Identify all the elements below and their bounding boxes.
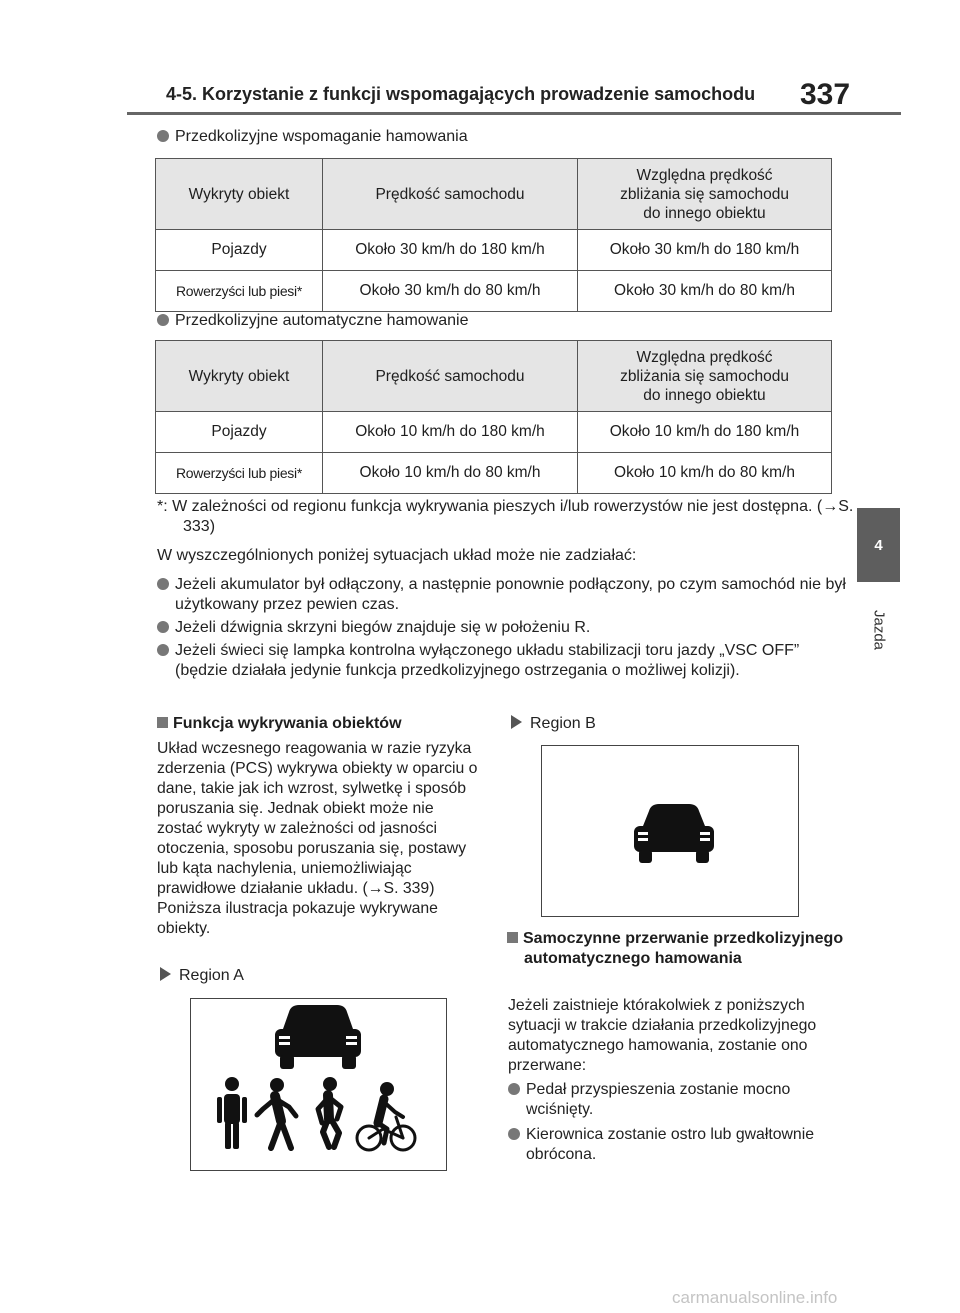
region-b-illustration xyxy=(541,745,799,917)
car-front-icon xyxy=(275,1005,361,1069)
header-cell: Wykryty obiekt xyxy=(156,159,323,230)
region-a-label xyxy=(160,966,244,986)
bullet-icon xyxy=(157,578,169,590)
table-row xyxy=(156,271,832,312)
header-cell: Prędkość samochodu xyxy=(323,341,578,412)
condition-item xyxy=(157,575,851,615)
section2-title: Przedkolizyjne automatyczne hamowanie xyxy=(175,312,469,329)
cyclist-icon xyxy=(357,1082,415,1150)
table-cell: Około 30 km/h do 80 km/h xyxy=(578,271,832,312)
chapter-label-text: Jazda xyxy=(870,609,888,651)
header-cell: Wykryty obiekt xyxy=(156,341,323,412)
table-header-row xyxy=(156,341,832,412)
condition-text: Jeżeli akumulator był odłączony, a następnie ponownie podłączony, po czym samochód nie był użytkowany przez pewien czas. xyxy=(175,576,846,613)
detection-heading xyxy=(157,714,487,734)
bullet-icon xyxy=(157,314,169,326)
condition-text: Jeżeli świeci się lampka kontrolna wyłączonego układu stabilizacji toru jazdy „VSC OFF” (będzie działała jedynie funkcja przedkolizyjnego ostrzegania o możliwej kolizji). xyxy=(175,642,800,679)
arrow-right-icon xyxy=(160,967,171,981)
table-cell: Około 10 km/h do 80 km/h xyxy=(323,453,578,494)
header-cell: Względna prędkość zbliżania się samochodu do innego obiektu xyxy=(578,341,832,412)
chapter-tab xyxy=(857,508,900,582)
table-cell: Rowerzyści lub piesi* xyxy=(156,453,323,494)
table-row xyxy=(156,453,832,494)
condition-item xyxy=(157,641,851,681)
cancel-title: Samoczynne przerwanie przedkolizyjnego automatycznego hamowania xyxy=(523,930,844,967)
section1-heading xyxy=(157,127,468,147)
table-header-row xyxy=(156,159,832,230)
page-number: 337 xyxy=(800,78,851,111)
cancel-heading xyxy=(507,929,849,969)
header-cell: Względna prędkość zbliżania się samochodu do innego obiektu xyxy=(578,159,832,230)
header-title: 4-5. Korzystanie z funkcji wspomagających prowadzenie samochodu xyxy=(166,84,756,104)
cancel-intro: Jeżeli zaistnieje którakolwiek z poniższych sytuacji w trakcie działania przedkolizyjnego automatycznego hamowania, zostanie ono przerwane: xyxy=(508,997,817,1074)
table-cell: Około 10 km/h do 180 km/h xyxy=(578,412,832,453)
chapter-label xyxy=(861,600,897,660)
table-cell: Pojazdy xyxy=(156,412,323,453)
condition-item xyxy=(157,618,851,638)
cancel-item-text: Pedał przyspieszenia zostanie mocno wciśnięty. xyxy=(526,1081,791,1118)
header-cell: Prędkość samochodu xyxy=(323,159,578,230)
table-cell: Pojazdy xyxy=(156,230,323,271)
table-cell: Około 10 km/h do 80 km/h xyxy=(578,453,832,494)
header-divider xyxy=(127,112,901,115)
car-front-icon xyxy=(634,804,714,863)
pedestrian-standing-icon xyxy=(217,1077,247,1149)
table-row xyxy=(156,412,832,453)
arrow-right-icon xyxy=(511,715,522,729)
region-a-figure xyxy=(191,999,446,1170)
bullet-icon xyxy=(157,621,169,633)
cancel-item xyxy=(508,1125,848,1165)
detection-title: Funkcja wykrywania obiektów xyxy=(173,715,402,732)
bullet-icon xyxy=(157,130,169,142)
table-cell: Około 30 km/h do 180 km/h xyxy=(578,230,832,271)
table-cell: Około 30 km/h do 180 km/h xyxy=(323,230,578,271)
detection-body: Układ wczesnego reagowania w razie ryzyka zderzenia (PCS) wykrywa obiekty w oparciu o dane, takie jak ich wzrost, sylwetkę i sposób poruszania się. Jednak obiekt może nie zostać wykryty w zależności od jasności otoczenia, sposobu poruszania się, postawy lub kąta nachylenia, uniemożliwiając prawidłowe działanie układu. (→S. 339) Poniższa ilustracja pokazuje wykrywane obiekty. xyxy=(157,740,478,937)
chapter-number: 4 xyxy=(874,536,883,554)
table-cell: Około 10 km/h do 180 km/h xyxy=(323,412,578,453)
section1-title: Przedkolizyjne wspomaganie hamowania xyxy=(175,128,468,145)
region-b-figure xyxy=(542,746,798,916)
bullet-icon xyxy=(508,1083,520,1095)
section2-table xyxy=(155,340,832,494)
square-bullet-icon xyxy=(507,932,518,943)
region-a-text: Region A xyxy=(179,967,244,984)
table-cell: Około 30 km/h do 80 km/h xyxy=(323,271,578,312)
pedestrian-walking-icon xyxy=(257,1078,296,1148)
conditions-intro: W wyszczególnionych poniżej sytuacjach układ może nie zadziałać: xyxy=(157,547,637,564)
footnote: *: W zależności od regionu funkcja wykrywania pieszych i/lub rowerzystów nie jest dostępna. (→S. 333) xyxy=(157,498,854,535)
region-a-illustration xyxy=(190,998,447,1171)
cancel-item xyxy=(508,1080,848,1120)
section2-heading xyxy=(157,311,468,331)
region-b-label xyxy=(511,714,596,734)
table-cell: Rowerzyści lub piesi* xyxy=(156,271,323,312)
watermark: carmanualsonline.info xyxy=(672,1288,838,1307)
bullet-icon xyxy=(508,1128,520,1140)
table-row xyxy=(156,230,832,271)
cancel-item-text: Kierownica zostanie ostro lub gwałtownie obrócona. xyxy=(526,1126,815,1163)
condition-text: Jeżeli dźwignia skrzyni biegów znajduje się w położeniu R. xyxy=(175,619,591,636)
section1-table xyxy=(155,158,832,312)
square-bullet-icon xyxy=(157,717,168,728)
bullet-icon xyxy=(157,644,169,656)
region-b-text: Region B xyxy=(530,715,596,732)
pedestrian-running-icon xyxy=(318,1077,341,1147)
